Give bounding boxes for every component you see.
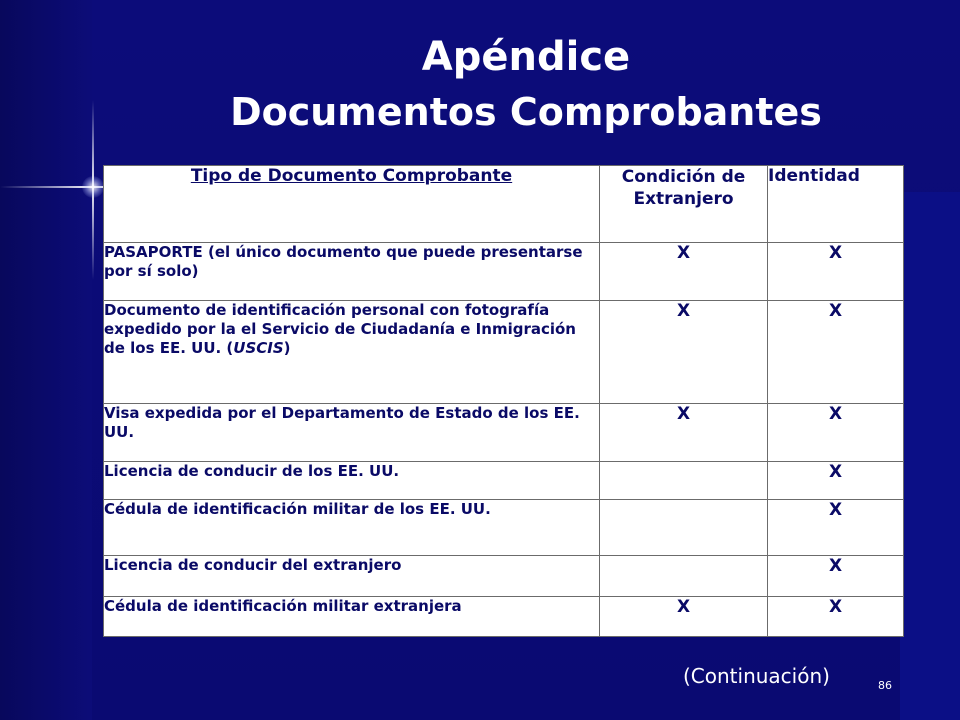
slide-title: Apéndice — [421, 34, 631, 80]
table-row — [104, 462, 904, 500]
document-cell: Cédula de identificación militar extranjera — [104, 597, 600, 637]
alien-status-mark — [600, 462, 768, 500]
identity-mark: X — [768, 597, 904, 637]
slide-subtitle: Documentos Comprobantes — [230, 90, 822, 134]
alien-status-mark: X — [600, 597, 768, 637]
table-row — [104, 404, 904, 462]
document-cell: Cédula de identificación militar de los EE. UU. — [104, 500, 600, 556]
documents-table — [103, 165, 904, 637]
table-row — [104, 243, 904, 301]
identity-mark: X — [768, 243, 904, 301]
document-cell: Documento de identificación personal con fotografía expedido por la el Servicio de Ciudadanía e Inmigración de los EE. UU. (USCIS) — [104, 301, 600, 404]
alien-status-mark — [600, 556, 768, 597]
identity-mark: X — [768, 301, 904, 404]
table-row — [104, 597, 904, 637]
document-cell: Visa expedida por el Departamento de Estado de los EE. UU. — [104, 404, 600, 462]
table-row — [104, 500, 904, 556]
table-row — [104, 556, 904, 597]
alien-status-mark: X — [600, 243, 768, 301]
document-cell: PASAPORTE (el único documento que puede presentarse por sí solo) — [104, 243, 600, 301]
identity-mark: X — [768, 462, 904, 500]
header-alien-status: Condición de Extranjero — [600, 166, 768, 243]
table-header-row — [104, 166, 904, 243]
background-left-panel — [0, 0, 92, 720]
alien-status-mark: X — [600, 301, 768, 404]
continuation-label: (Continuación) — [683, 664, 830, 688]
header-document-type: Tipo de Documento Comprobante — [104, 166, 600, 243]
sparkle-icon — [82, 176, 104, 198]
alien-status-mark — [600, 500, 768, 556]
alien-status-mark: X — [600, 404, 768, 462]
identity-mark: X — [768, 500, 904, 556]
background-right-band — [900, 192, 960, 720]
header-identity: Identidad — [768, 166, 904, 243]
table-row — [104, 301, 904, 404]
document-cell: Licencia de conducir del extranjero — [104, 556, 600, 597]
document-cell: Licencia de conducir de los EE. UU. — [104, 462, 600, 500]
identity-mark: X — [768, 556, 904, 597]
page-number: 86 — [878, 679, 892, 692]
identity-mark: X — [768, 404, 904, 462]
